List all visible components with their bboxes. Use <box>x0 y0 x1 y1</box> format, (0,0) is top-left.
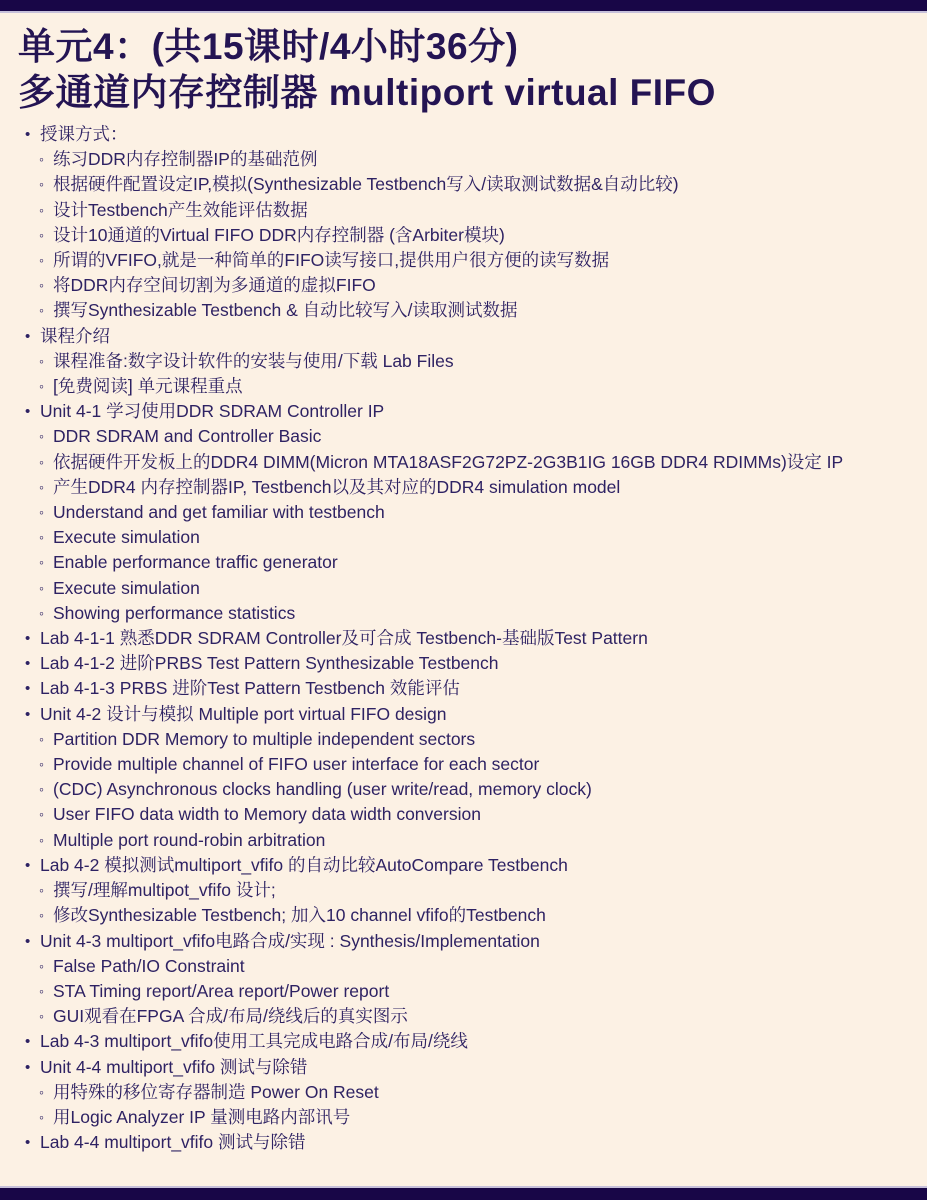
list-item: • Unit 4-2 设计与模拟 Multiple port virtual FIFO design <box>18 702 927 727</box>
sub-list-item: ◦ 撰写Synthesizable Testbench & 自动比较写入/读取测试数据 <box>18 298 927 323</box>
sub-list-item: ◦ User FIFO data width to Memory data width conversion <box>18 802 927 827</box>
course-outline <box>18 122 927 1155</box>
sub-list-item: ◦ Partition DDR Memory to multiple independent sectors <box>18 727 927 752</box>
sub-list-item: ◦ Multiple port round-robin arbitration <box>18 828 927 853</box>
course-unit-page <box>0 13 927 1155</box>
sub-list-item: ◦ 依据硬件开发板上的DDR4 DIMM(Micron MTA18ASF2G72PZ-2G3B1IG 16GB DDR4 RDIMMs)设定 IP <box>18 450 927 475</box>
sub-list-item: ◦ DDR SDRAM and Controller Basic <box>18 424 927 449</box>
list-item: • Unit 4-3 multiport_vfifo电路合成/实现 : Synthesis/Implementation <box>18 929 927 954</box>
bottom-banner <box>0 1186 927 1200</box>
sub-list-item: ◦ 修改Synthesizable Testbench; 加入10 channel vfifo的Testbench <box>18 903 927 928</box>
sub-list-item: ◦ Provide multiple channel of FIFO user interface for each sector <box>18 752 927 777</box>
sub-list-item: ◦ Understand and get familiar with testbench <box>18 500 927 525</box>
page-title-line1: 单元4：(共15课时/4小时36分) <box>18 26 519 67</box>
sub-list-item: ◦ 课程准备:数字设计软件的安装与使用/下载 Lab Files <box>18 349 927 374</box>
sub-list-item: ◦ 将DDR内存空间切割为多通道的虚拟FIFO <box>18 273 927 298</box>
top-banner <box>0 0 927 13</box>
sub-list-item: ◦ Enable performance traffic generator <box>18 550 927 575</box>
sub-list-item: ◦ 用特殊的移位寄存器制造 Power On Reset <box>18 1080 927 1105</box>
sub-list-item: ◦ Execute simulation <box>18 576 927 601</box>
sub-list-item: ◦ 用Logic Analyzer IP 量测电路内部讯号 <box>18 1105 927 1130</box>
list-item: • Lab 4-4 multiport_vfifo 测试与除错 <box>18 1130 927 1155</box>
sub-list-item: ◦ STA Timing report/Area report/Power report <box>18 979 927 1004</box>
list-item: • 授课方式： <box>18 122 927 147</box>
page-title <box>18 24 927 116</box>
list-item: • 课程介绍 <box>18 324 927 349</box>
list-item: • Lab 4-2 模拟测试multiport_vfifo 的自动比较AutoCompare Testbench <box>18 853 927 878</box>
sub-list-item: ◦ 撰写/理解multipot_vfifo 设计; <box>18 878 927 903</box>
sub-list-item: ◦ 设计Testbench产生效能评估数据 <box>18 198 927 223</box>
sub-list-item: ◦ [免费阅读] 单元课程重点 <box>18 374 927 399</box>
sub-list-item: ◦ 产生DDR4 内存控制器IP, Testbench以及其对应的DDR4 simulation model <box>18 475 927 500</box>
sub-list-item: ◦ (CDC) Asynchronous clocks handling (user write/read, memory clock) <box>18 777 927 802</box>
sub-list-item: ◦ 所谓的VFIFO,就是一种简单的FIFO读写接口,提供用户很方便的读写数据 <box>18 248 927 273</box>
sub-list-item: ◦ 根据硬件配置设定IP,模拟(Synthesizable Testbench写入/读取测试数据&自动比较) <box>18 172 927 197</box>
list-item: • Lab 4-1-3 PRBS 进阶Test Pattern Testbench 效能评估 <box>18 676 927 701</box>
page-title-line2: 多通道内存控制器 multiport virtual FIFO <box>18 72 716 113</box>
list-item: • Unit 4-1 学习使用DDR SDRAM Controller IP <box>18 399 927 424</box>
list-item: • Lab 4-1-2 进阶PRBS Test Pattern Synthesizable Testbench <box>18 651 927 676</box>
sub-list-item: ◦ Execute simulation <box>18 525 927 550</box>
list-item: • Lab 4-3 multiport_vfifo使用工具完成电路合成/布局/绕线 <box>18 1029 927 1054</box>
sub-list-item: ◦ Showing performance statistics <box>18 601 927 626</box>
list-item: • Lab 4-1-1 熟悉DDR SDRAM Controller及可合成 Testbench-基础版Test Pattern <box>18 626 927 651</box>
sub-list-item: ◦ 设计10通道的Virtual FIFO DDR内存控制器 (含Arbiter模块) <box>18 223 927 248</box>
sub-list-item: ◦ GUI观看在FPGA 合成/布局/绕线后的真实图示 <box>18 1004 927 1029</box>
sub-list-item: ◦ 练习DDR内存控制器IP的基础范例 <box>18 147 927 172</box>
sub-list-item: ◦ False Path/IO Constraint <box>18 954 927 979</box>
list-item: • Unit 4-4 multiport_vfifo 测试与除错 <box>18 1055 927 1080</box>
